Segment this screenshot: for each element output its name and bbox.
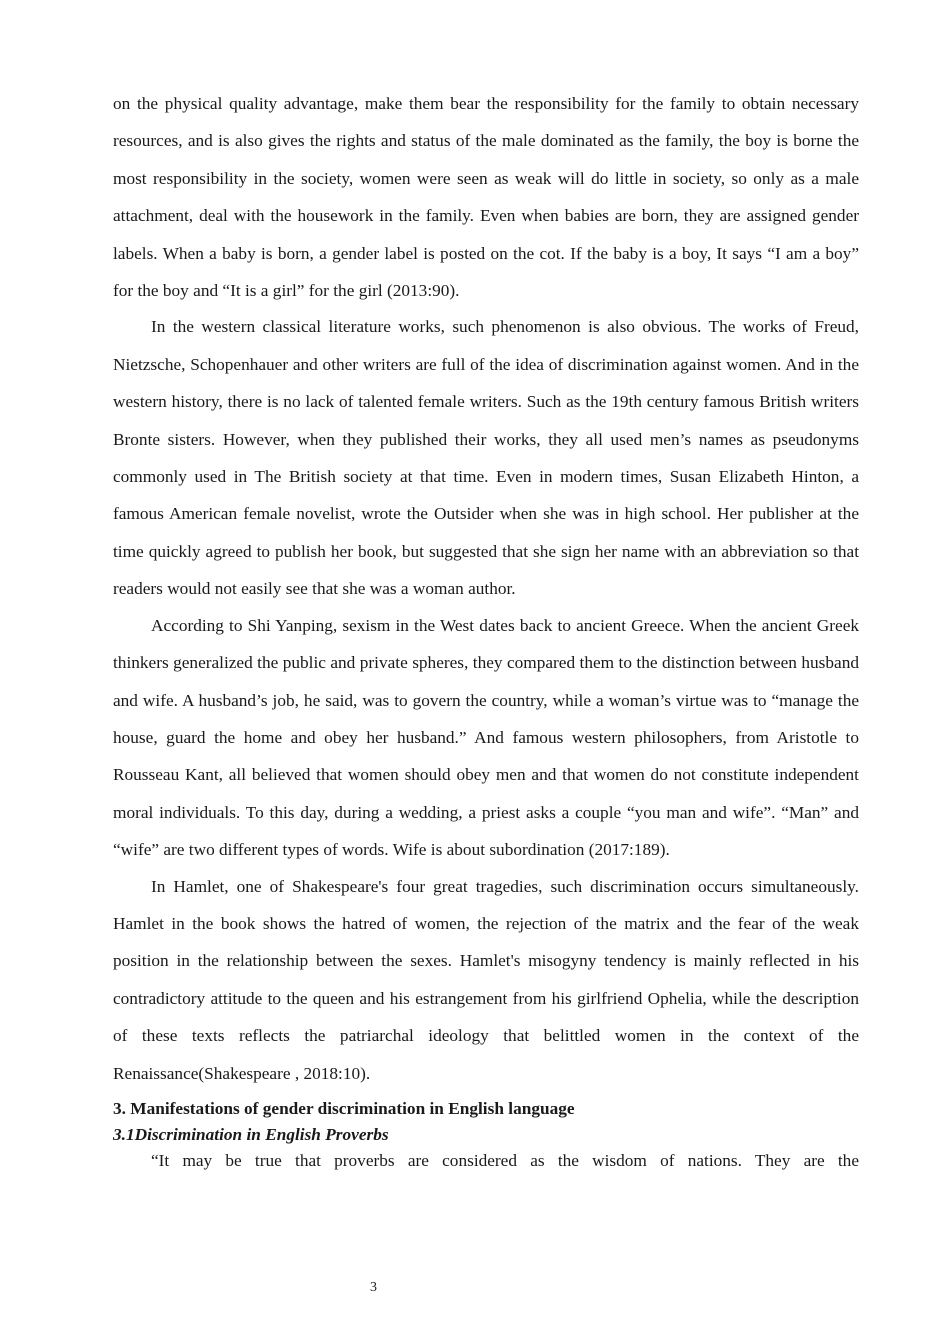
body-paragraph-2: In the western classical literature works, such phenomenon is also obvious. The works of Freud, Nietzsche, Schopenhauer and other writers are full of the idea of discrimination against women. And in the western history, there is no lack of talented female writers. Such as the 19th century famous British writers Bronte sisters. However, when they published their works, they all used men’s names as pseudonyms commonly used in The British society at that time. Even in modern times, Susan Elizabeth Hinton, a famous American female novelist, wrote the Outsider when she was in high school. Her publisher at the time quickly agreed to publish her book, but suggested that she sign her name with an abbreviation so that readers would not easily see that she was a woman author.	[113, 317, 859, 599]
subsection-heading: 3.1Discrimination in English Proverbs	[113, 1124, 389, 1144]
document-page	[113, 85, 859, 1174]
section-heading: 3. Manifestations of gender discrimination in English language	[113, 1098, 575, 1118]
body-paragraph-3: According to Shi Yanping, sexism in the West dates back to ancient Greece. When the ancient Greek thinkers generalized the public and private spheres, they compared them to the distinction between husband and wife. A husband’s job, he said, was to govern the country, while a woman’s virtue was to “manage the house, guard the home and obey her husband.” And famous western philosophers, from Aristotle to Rousseau Kant, all believed that women should obey men and that women do not constitute independent moral individuals. To this day, during a wedding, a priest asks a couple “you man and wife”. “Man” and “wife” are two different types of words. Wife is about subordination (2017:189).	[113, 615, 859, 860]
page-number: 3	[370, 1280, 377, 1295]
quote-paragraph-start: “It may be true that proverbs are considered as the wisdom of nations. They are the	[151, 1150, 859, 1170]
body-paragraph-1: on the physical quality advantage, make them bear the responsibility for the family to obtain necessary resources, and is also gives the rights and status of the male dominated as the family, the boy is borne the most responsibility in the society, women were seen as weak will do little in society, so only as a male attachment, deal with the housework in the family. Even when babies are born, they are assigned gender labels. When a baby is born, a gender label is posted on the cot. If the baby is a boy, It says “I am a boy” for the boy and “It is a girl” for the girl (2013:90).	[113, 94, 859, 301]
body-paragraph-4: In Hamlet, one of Shakespeare's four great tragedies, such discrimination occurs simultaneously. Hamlet in the book shows the hatred of women, the rejection of the matrix and the fear of the weak position in the relationship between the sexes. Hamlet's misogyny tendency is mainly reflected in his contradictory attitude to the queen and his estrangement from his girlfriend Ophelia, while the description of these texts reflects the patriarchal ideology that belittled women in the context of the Renaissance(Shakespeare , 2018:10).	[113, 876, 859, 1083]
